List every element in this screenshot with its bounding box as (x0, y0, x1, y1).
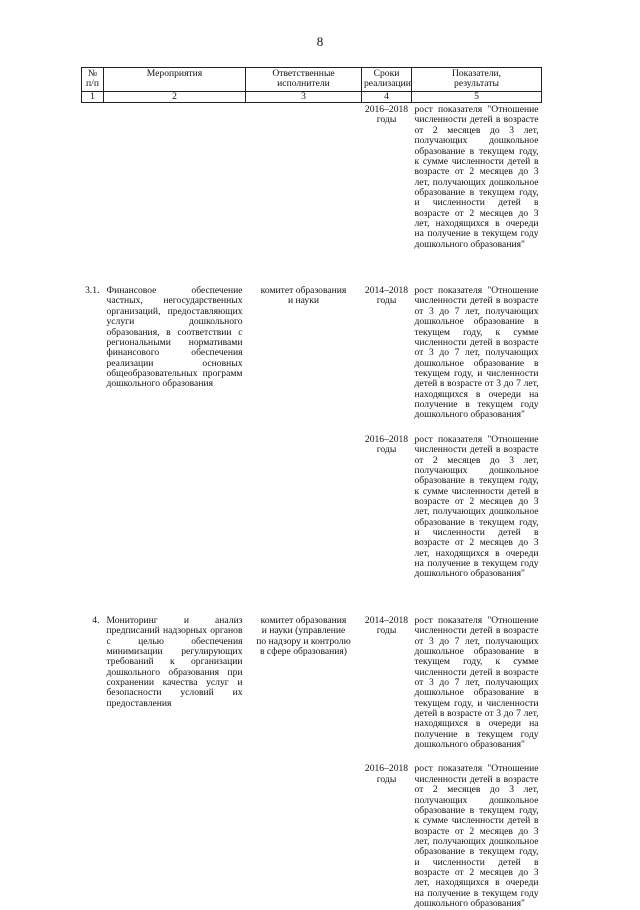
row-measure: Мониторинг и анализ предписаний надзорных органов с целью обеспечения минимизации регулирующих требований к организации дошкольного образования при сохранении качества услуг и безопасности условий их предоставления (106, 614, 243, 709)
row-term: 2014–2018 годы (364, 285, 409, 307)
row-term: 2016–2018 годы (364, 433, 409, 456)
measures-table (81, 67, 542, 910)
row-result: рост показателя "Отношение численности детей в возрасте от 2 месяцев до 3 лет, получающих дошкольное образование в текущем году, к сумме численности детей в возрасте от 2 месяцев до 3 лет, получающих дошкольное образование в текущем году, и численности детей в возрасте от 2 месяцев до 3 лет, находящихся в очереди на получение в текущем году дошкольного образования" (414, 104, 539, 250)
row-responsible (246, 103, 362, 287)
row-number (82, 435, 104, 616)
row-result: рост показателя "Отношение численности детей в возрасте от 3 до 7 лет, получающих дошкольное образование в текущем году, к сумме численности детей в возрасте от 3 до 7 лет, получающих дошкольное образование в текущем году, и численности детей в возрасте от 3 до 7 лет, находящихся в очереди на получение в текущем году дошкольного образования" (414, 285, 539, 421)
row-result: рост показателя "Отношение численности детей в возрасте от 2 месяцев до 3 лет, получающих дошкольное образование в текущем году, к сумме численности детей в возрасте от 2 месяцев до 3 лет, получающих дошкольное образование в текущем году, и численности детей в возрасте от 2 месяцев до 3 лет, находящихся в очереди на получение в текущем году дошкольного образования" (414, 433, 539, 580)
row-measure (104, 435, 246, 616)
table-row (82, 764, 542, 909)
column-number: 3 (246, 91, 362, 102)
column-number: 4 (362, 91, 412, 102)
header-num: № п/п (82, 68, 104, 92)
header-measures: Мероприятия (104, 68, 246, 92)
row-measure (104, 103, 246, 287)
row-number: 3.1. (85, 285, 100, 297)
row-number (82, 764, 104, 909)
table-header-row (82, 68, 542, 92)
row-result: рост показателя "Отношение численности детей в возрасте от 2 месяцев до 3 лет, получающих дошкольное образование в текущем году, к сумме численности детей в возрасте от 2 месяцев до 3 лет, получающих дошкольное образование в текущем году, и численности детей в возрасте от 2 месяцев до 3 лет, находящихся в очереди на получение в текущем году дошкольного образования" (414, 763, 539, 910)
row-number (82, 103, 104, 287)
row-responsible: комитет образования и науки (260, 285, 347, 307)
column-number: 1 (82, 91, 104, 102)
table-row (82, 616, 542, 765)
table-row (82, 435, 542, 616)
header-results: Показатели, результаты (412, 68, 542, 92)
row-responsible (246, 435, 362, 616)
row-term: 2016–2018 годы (364, 104, 409, 126)
row-term: 2014–2018 годы (364, 614, 409, 637)
row-responsible (246, 764, 362, 909)
table-body (82, 103, 542, 910)
row-responsible: комитет образования и науки (управление по надзору и контролю в сфере образования) (256, 614, 351, 657)
header-responsible: Ответственные исполнители (246, 68, 362, 92)
row-measure: Финансовое обеспечение частных, негосударственных организаций, предоставляющих услуги дошкольного образования, в соответствии с региональными нормативами финансового обеспечения реализации основных общеобразовательных программ дошкольного образования (106, 285, 243, 390)
column-number: 5 (412, 91, 542, 102)
row-number: 4. (92, 614, 100, 626)
table-row (82, 103, 542, 287)
table-column-numbers-row (82, 91, 542, 102)
row-measure (104, 764, 246, 909)
header-term: Сроки реализации (362, 68, 412, 92)
table-row (82, 286, 542, 435)
row-result: рост показателя "Отношение численности детей в возрасте от 3 до 7 лет, получающих дошкольное образование в текущем году, к сумме численности детей в возрасте от 3 до 7 лет, получающих дошкольное образование в текущем году, и численности детей в возрасте от 3 до 7 лет, находящихся в очереди на получение в текущем году дошкольного образования" (414, 614, 539, 751)
page-number: 8 (316, 34, 324, 49)
row-term: 2016–2018 годы (364, 763, 409, 785)
column-number: 2 (104, 91, 246, 102)
